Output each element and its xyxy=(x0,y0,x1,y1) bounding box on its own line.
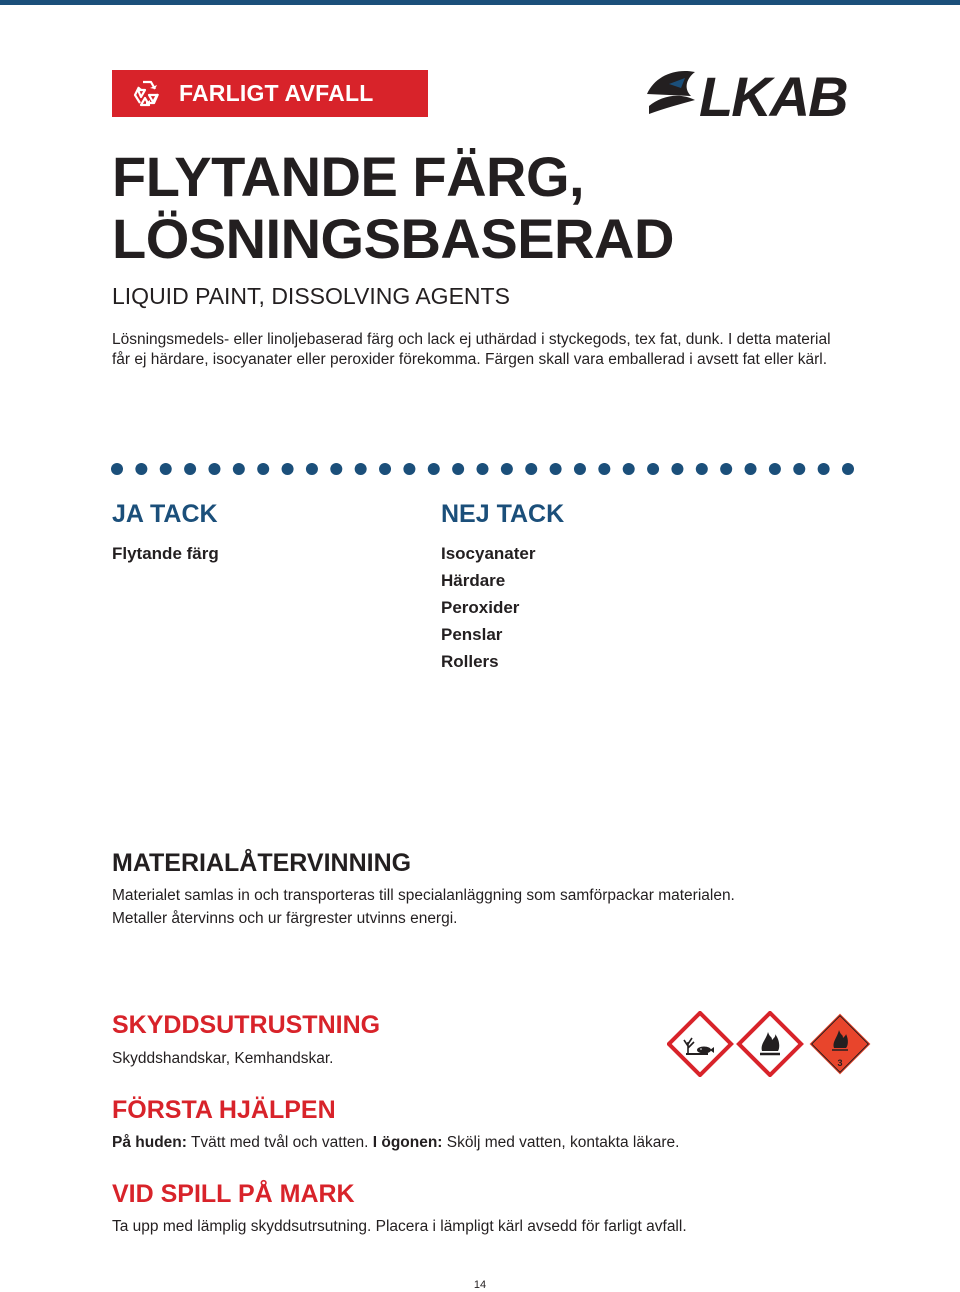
nej-tack-list xyxy=(441,540,536,675)
divider-dot xyxy=(623,463,635,475)
divider-dot xyxy=(818,463,830,475)
divider-dot xyxy=(306,463,318,475)
hazard-badge xyxy=(112,70,428,117)
materialatervinning-line-2: Metaller återvinns och ur färgrester utvinns energi. xyxy=(112,910,458,927)
badge-label: FARLIGT AVFALL xyxy=(179,80,374,106)
divider-dot xyxy=(525,463,537,475)
flammable-liquid-class-3-icon xyxy=(809,1013,871,1075)
divider-dot xyxy=(111,463,123,475)
ja-tack-heading: JA TACK xyxy=(112,500,218,528)
skyddsutrustning-text: Skyddshandskar, Kemhandskar. xyxy=(112,1050,334,1067)
nej-tack-item: Peroxider xyxy=(441,598,520,617)
nej-tack-heading: NEJ TACK xyxy=(441,500,565,528)
divider-dot xyxy=(355,463,367,475)
placard-number: 3 xyxy=(837,1058,843,1068)
logo-text: LKAB xyxy=(699,66,847,120)
divider-dot xyxy=(769,463,781,475)
page-subtitle: LIQUID PAINT, DISSOLVING AGENTS xyxy=(112,283,510,309)
forsta-hjalpen-text-skin: Tvätt med tvål och vatten. xyxy=(186,1134,373,1151)
nej-tack-item: Penslar xyxy=(441,625,503,644)
divider-dot xyxy=(379,463,391,475)
divider-dot xyxy=(671,463,683,475)
nej-tack-item: Isocyanater xyxy=(441,544,536,563)
divider-dot xyxy=(233,463,245,475)
divider-dot xyxy=(403,463,415,475)
divider-dot xyxy=(501,463,513,475)
divider-dot xyxy=(330,463,342,475)
materialatervinning-heading: MATERIALÅTERVINNING xyxy=(112,849,412,877)
page-title xyxy=(112,146,674,270)
divider-dot xyxy=(135,463,147,475)
forsta-hjalpen-text xyxy=(112,1131,892,1154)
hazard-pictograms xyxy=(667,1011,873,1077)
recycle-icon xyxy=(129,76,165,112)
flammable-icon xyxy=(739,1013,801,1075)
vid-spill-heading: VID SPILL PÅ MARK xyxy=(112,1180,355,1208)
divider-dot xyxy=(647,463,659,475)
divider-dot xyxy=(720,463,732,475)
divider-dot xyxy=(696,463,708,475)
forsta-hjalpen-heading: FÖRSTA HJÄLPEN xyxy=(112,1096,336,1124)
divider-dot xyxy=(184,463,196,475)
divider-dot xyxy=(477,463,489,475)
lkab-logo xyxy=(645,66,851,120)
divider-dot xyxy=(598,463,610,475)
intro-line-2: får ej härdare, isocyanater eller peroxider förekomma. Färgen skall vara emballerad i avsett fat eller kärl. xyxy=(112,351,828,368)
title-line-2: LÖSNINGSBASERAD xyxy=(112,207,674,270)
vid-spill-text: Ta upp med lämplig skyddsutrsutning. Placera i lämpligt kärl avsedd för farligt avfall. xyxy=(112,1218,687,1235)
divider-dot xyxy=(282,463,294,475)
divider-dot xyxy=(257,463,269,475)
forsta-hjalpen-text-eyes: Skölj med vatten, kontakta läkare. xyxy=(442,1134,680,1151)
forsta-hjalpen-label-eyes: I ögonen: xyxy=(372,1134,443,1151)
divider-dot xyxy=(208,463,220,475)
divider-dot xyxy=(160,463,172,475)
intro-text xyxy=(112,330,872,370)
divider-dot xyxy=(452,463,464,475)
divider-dot xyxy=(428,463,440,475)
ja-tack-list xyxy=(112,540,219,567)
nej-tack-item: Härdare xyxy=(441,571,506,590)
materialatervinning-line-1: Materialet samlas in och transporteras till specialanläggning som samförpackar materialen. xyxy=(112,887,735,904)
divider-dot xyxy=(793,463,805,475)
divider-dot xyxy=(550,463,562,475)
skyddsutrustning-heading: SKYDDSUTRUSTNING xyxy=(112,1011,381,1039)
nej-tack-item: Rollers xyxy=(441,652,499,671)
divider-dot xyxy=(842,463,854,475)
ja-tack-item: Flytande färg xyxy=(112,544,219,563)
environment-hazard-icon xyxy=(669,1013,731,1075)
intro-line-1: Lösningsmedels- eller linoljebaserad färg och lack ej uthärdad i styckegods, tex fat, dunk. I detta material xyxy=(112,331,831,348)
forsta-hjalpen-label-skin: På huden: xyxy=(112,1134,187,1151)
title-line-1: FLYTANDE FÄRG, xyxy=(112,145,585,208)
divider-dot xyxy=(745,463,757,475)
page-number: 14 xyxy=(473,1279,487,1291)
materialatervinning-text xyxy=(112,884,892,930)
dot-divider xyxy=(110,462,855,476)
divider-dot xyxy=(574,463,586,475)
top-rule xyxy=(0,0,960,5)
